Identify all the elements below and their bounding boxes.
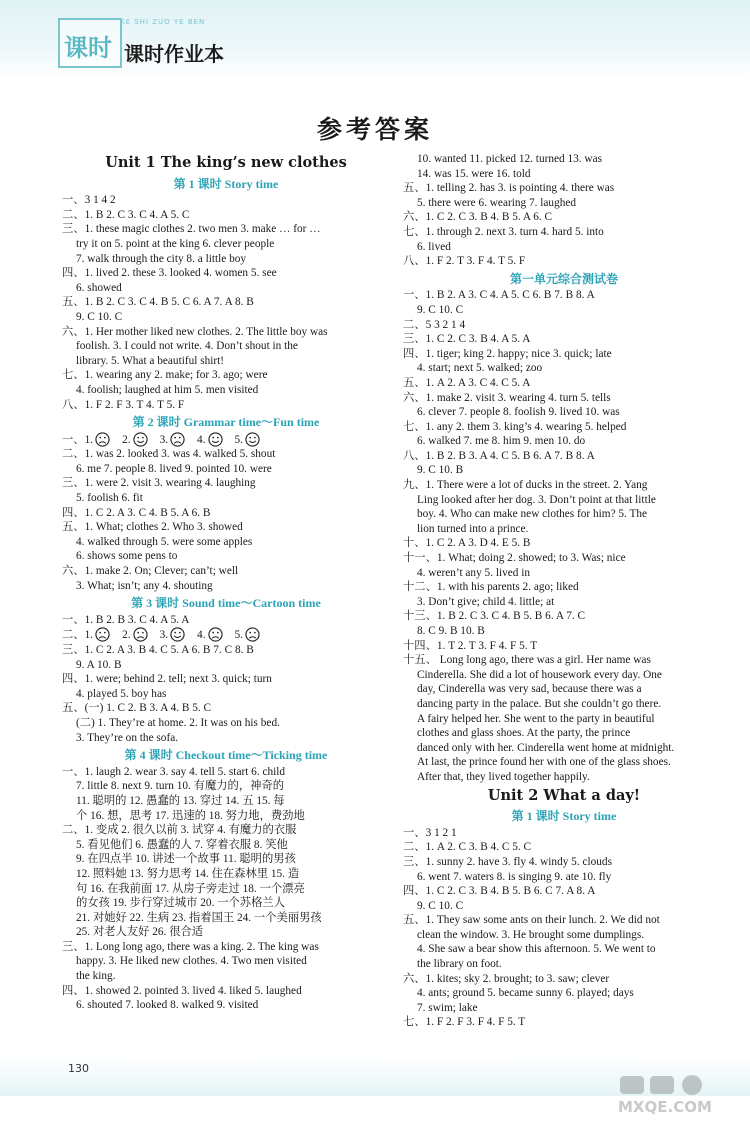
answer-line: After that, they lived together happily.	[417, 770, 590, 783]
right-column	[403, 152, 725, 1030]
answer-line: 5. foolish 6. fit	[76, 492, 143, 505]
lesson-title: 第 1 课时 Story time	[511, 809, 617, 824]
answer-line: 六、1. make 2. On; Clever; can’t; well	[62, 565, 239, 578]
answer-line: 二、1. A 2. C 3. B 4. C 5. C	[403, 841, 532, 854]
answer-line: 十四、1. T 2. T 3. F 4. F 5. T	[403, 639, 538, 652]
unit-title: Unit 1 The king’s new clothes	[105, 154, 347, 171]
answer-line: 五、1. telling 2. has 3. is pointing 4. there was	[403, 182, 615, 195]
answer-line: 十一、1. What; doing 2. showed; to 3. Was; nice	[403, 552, 626, 565]
answer-line: 6. showed	[76, 281, 122, 294]
answer-line: 6. me 7. people 8. lived 9. pointed 10. were	[76, 462, 272, 475]
answer-number: 3.	[159, 433, 169, 446]
answer-line: 五、1. A 2. A 3. C 4. C 5. A	[403, 376, 531, 389]
answer-line: 三、1. C 2. A 3. B 4. C 5. A 6. B 7. C 8. B	[62, 644, 254, 656]
answer-line: boy. 4. Who can make new clothes for him? 5. The	[417, 508, 648, 521]
answer-line: 八、1. F 2. T 3. F 4. T 5. F	[403, 255, 526, 268]
answer-line: clean the window. 3. He brought some dumplings.	[417, 928, 645, 941]
answer-line: 二、1. B 2. C 3. C 4. A 5. C	[62, 208, 190, 221]
sad-face-icon	[95, 432, 110, 447]
answer-line: 七、1. F 2. F 3. F 4. F 5. T	[403, 1016, 526, 1029]
answer-line: 三、1. these magic clothes 2. two men 3. make … for …	[62, 223, 321, 236]
answer-line: 一、1. B 2. A 3. C 4. A 5. C 6. B 7. B 8. A	[403, 289, 595, 302]
answer-line: 六、1. Her mother liked new clothes. 2. The little boy was	[62, 325, 328, 338]
left-column	[62, 152, 390, 1013]
answer-line: 六、1. make 2. visit 3. wearing 4. turn 5. tells	[403, 391, 611, 404]
answer-line: 11. 聪明的 12. 愚蠢的 13. 穿过 14. 五 15. 每	[76, 794, 285, 807]
watermark-logo	[600, 1072, 740, 1118]
answer-line: 6. lived	[417, 240, 451, 253]
watermark-mark	[650, 1076, 674, 1094]
answer-line: 4. walked through 5. were some apples	[76, 535, 253, 548]
answer-line: 3. What; isn’t; any 4. shouting	[76, 579, 213, 592]
smiley-face-icon	[170, 627, 185, 642]
answer-line: 三、1. sunny 2. have 3. fly 4. windy 5. clouds	[403, 855, 612, 868]
answer-line: (二) 1. They’re at home. 2. It was on his bed.	[76, 716, 280, 729]
answer-line: 5. there were 6. wearing 7. laughed	[417, 196, 577, 209]
answer-line: 4. She saw a bear show this afternoon. 5. We went to	[417, 943, 656, 956]
smiley-face-icon	[133, 432, 148, 447]
answer-line: 25. 对老人友好 26. 很合适	[76, 926, 204, 939]
answer-line: 三、1. Long long ago, there was a king. 2. The king was	[62, 940, 319, 953]
answer-line: 9. C 10. C	[417, 899, 464, 912]
answer-line: 4. played 5. boy has	[76, 687, 167, 700]
answer-line: 4. foolish; laughed at him 5. men visited	[76, 383, 259, 396]
lesson-title: 第 3 课时 Sound time～Cartoon time	[131, 596, 321, 611]
book-logo	[58, 18, 122, 68]
answer-number: 2.	[122, 629, 131, 642]
answer-line: Cinderella. She did a lot of housework every day. One	[417, 668, 662, 681]
answer-line: 三、1. were 2. visit 3. wearing 4. laughing	[62, 477, 256, 490]
answer-line: 五、(一) 1. C 2. B 3. A 4. B 5. C	[62, 702, 212, 715]
answer-line: the library on foot.	[417, 958, 502, 971]
answer-line: 七、1. through 2. next 3. turn 4. hard 5. into	[403, 225, 604, 238]
answer-line: 四、1. showed 2. pointed 3. lived 4. liked 5. laughed	[62, 984, 302, 997]
answer-line: 九、1. There were a lot of ducks in the street. 2. Yang	[403, 479, 648, 492]
answer-line: 五、1. What; clothes 2. Who 3. showed	[62, 521, 243, 534]
lesson-title: 第 1 课时 Story time	[173, 176, 279, 191]
answer-line: 6. shows some pens to	[76, 550, 178, 563]
answer-line: foolish. 3. I could not write. 4. Don’t shout in the	[76, 340, 298, 353]
answer-line: 十三、1. B 2. C 3. C 4. B 5. B 6. A 7. C	[403, 610, 586, 623]
answer-line: 八、1. B 2. B 3. A 4. C 5. B 6. A 7. B 8. A	[403, 449, 595, 462]
answer-line: 8. C 9. B 10. B	[417, 625, 485, 637]
answer-line: 七、1. wearing any 2. make; for 3. ago; were	[62, 369, 268, 382]
answer-line: 句 16. 在我前面 17. 从房子旁走过 18. 一个漂亮	[76, 882, 305, 895]
answer-line: 一、1. B 2. B 3. C 4. A 5. A	[62, 613, 190, 626]
sad-face-icon	[245, 627, 260, 642]
answer-line: the king.	[76, 970, 116, 983]
answer-line: 6. shouted 7. looked 8. walked 9. visited	[76, 999, 259, 1012]
answer-line: At last, the prince found her with one of the glass shoes.	[417, 756, 671, 769]
answer-line: 9. C 10. C	[76, 310, 123, 323]
answer-line: 十二、1. with his parents 2. ago; liked	[403, 581, 579, 594]
answer-line: 10. wanted 11. picked 12. turned 13. was	[417, 153, 602, 165]
answer-line: 个 16. 想，思考 17. 迅速的 18. 努力地，费劲地	[76, 809, 305, 822]
answer-line: danced only with her. Cinderella went home at midnight.	[417, 741, 675, 754]
answer-line: 十、1. C 2. A 3. D 4. E 5. B	[403, 537, 531, 550]
answer-line: clothes and glass shoes. At the party, the prince	[417, 727, 631, 740]
watermark-mark	[620, 1076, 644, 1094]
face-answer-row	[62, 432, 390, 448]
logo-subtitle: KE SHI ZUO YE BEN	[120, 18, 206, 26]
answer-line: 9. A 10. B	[76, 658, 122, 671]
answer-line: 六、1. kites; sky 2. brought; to 3. saw; clever	[403, 972, 610, 985]
sad-face-icon	[208, 627, 223, 642]
answer-number: 4.	[197, 433, 206, 446]
answer-line: 4. ants; ground 5. became sunny 6. played; days	[417, 987, 634, 1000]
answer-line: dancing party in the palace. But she couldn’t go there.	[417, 697, 662, 710]
answer-line: 6. clever 7. people 8. foolish 9. lived 10. was	[417, 406, 620, 419]
smiley-face-icon	[245, 432, 260, 447]
answer-line: 一、1. laugh 2. wear 3. say 4. tell 5. start 6. child	[62, 765, 286, 778]
answer-number: 一、1.	[62, 433, 94, 446]
smiley-face-icon	[208, 432, 223, 447]
face-answer-row	[62, 627, 390, 643]
sad-face-icon	[95, 627, 110, 642]
answer-line: 二、1. 变成 2. 很久以前 3. 试穿 4. 有魔力的衣服	[62, 824, 297, 837]
lesson-title: 第一单元综合测试卷	[509, 271, 618, 286]
answer-line: 7. walk through the city 8. a little boy	[76, 252, 247, 265]
logo-text: 课时	[64, 34, 112, 62]
series-title: 课时作业本	[124, 42, 224, 66]
answer-line: 6. went 7. waters 8. is singing 9. ate 10. fly	[417, 870, 612, 883]
answer-line: 5. 看见他们 6. 愚蠢的人 7. 穿着衣服 8. 笑他	[76, 838, 288, 851]
answer-line: library. 5. What a beautiful shirt!	[76, 354, 225, 367]
answer-line: 五、1. They saw some ants on their lunch. 2. We did not	[403, 914, 660, 927]
answer-line: 4. weren’t any 5. lived in	[417, 566, 531, 579]
answer-number: 二、1.	[62, 629, 94, 642]
lesson-title: 第 4 课时 Checkout time～Ticking time	[124, 748, 328, 763]
answer-line: 21. 对她好 22. 生病 23. 指着国王 24. 一个美丽男孩	[76, 911, 322, 924]
answer-line: try it on 5. point at the king 6. clever people	[76, 237, 275, 250]
answer-line: 八、1. F 2. F 3. T 4. T 5. F	[62, 398, 185, 411]
answer-line: 9. 在四点半 10. 讲述一个故事 11. 聪明的男孩	[76, 853, 296, 866]
answer-line: 14. was 15. were 16. told	[417, 167, 531, 180]
answer-line: 3. They’re on the sofa.	[76, 731, 179, 744]
answer-line: 二、1. was 2. looked 3. was 4. walked 5. shout	[62, 448, 276, 461]
answer-line: 四、1. were; behind 2. tell; next 3. quick; turn	[62, 673, 272, 686]
sad-face-icon	[170, 432, 185, 447]
answer-line: 3. Don’t give; child 4. little; at	[417, 595, 555, 608]
answer-number: 4.	[197, 629, 206, 642]
answer-line: happy. 3. He liked new clothes. 4. Two men visited	[76, 955, 307, 968]
answer-line: 7. swim; lake	[417, 1001, 478, 1014]
answer-line: lion turned into a prince.	[417, 522, 529, 535]
header-band	[0, 0, 750, 80]
answer-line: 四、1. C 2. A 3. C 4. B 5. A 6. B	[62, 506, 211, 519]
answer-line: 一、3 1 4 2	[62, 194, 116, 207]
answer-line: 12. 照料她 13. 努力思考 14. 住在森林里 15. 造	[76, 867, 300, 880]
page-number: 130	[68, 1062, 89, 1075]
answer-number: 3.	[159, 629, 169, 642]
answer-number: 2.	[122, 433, 131, 446]
answer-line: Ling looked after her dog. 3. Don’t point at that little	[417, 493, 656, 506]
answer-line: 一、3 1 2 1	[403, 826, 457, 839]
answer-line: 四、1. tiger; king 2. happy; nice 3. quick; late	[403, 347, 612, 360]
sad-face-icon	[133, 627, 148, 642]
answer-line: 二、5 3 2 1 4	[403, 318, 466, 331]
answer-line: day, Cinderella was very sad, because there was a	[417, 683, 642, 696]
page-title: 参考答案	[316, 115, 433, 144]
answer-line: 7. little 8. next 9. turn 10. 有魔力的，神奇的	[76, 780, 285, 793]
answer-number: 5.	[234, 433, 244, 446]
answer-line: 6. walked 7. me 8. him 9. men 10. do	[417, 435, 586, 448]
answer-line: 9. C 10. B	[417, 464, 464, 477]
watermark-mark	[682, 1075, 702, 1095]
lesson-title: 第 2 课时 Grammar time～Fun time	[132, 415, 320, 430]
answer-line: 四、1. lived 2. these 3. looked 4. women 5. see	[62, 267, 277, 280]
answer-line: 四、1. C 2. C 3. B 4. B 5. B 6. C 7. A 8. A	[403, 885, 596, 898]
answer-line: 七、1. any 2. them 3. king’s 4. wearing 5. helped	[403, 420, 627, 433]
answer-line: 五、1. B 2. C 3. C 4. B 5. C 6. A 7. A 8. B	[62, 296, 254, 309]
answer-line: 9. C 10. C	[417, 303, 464, 316]
answer-line: 三、1. C 2. C 3. B 4. A 5. A	[403, 333, 531, 346]
answer-number: 5.	[234, 629, 244, 642]
answer-line: 4. start; next 5. walked; zoo	[417, 362, 543, 375]
unit-title: Unit 2 What a day!	[487, 786, 641, 804]
answer-line: A fairy helped her. She went to the party in beautiful	[417, 712, 655, 725]
answer-line: 十五、 Long long ago, there was a girl. Her name was	[403, 654, 651, 667]
watermark-text: MXQE.COM	[618, 1098, 712, 1116]
answer-line: 的女孩 19. 步行穿过城市 20. 一个苏格兰人	[76, 897, 285, 910]
answer-line: 六、1. C 2. C 3. B 4. B 5. A 6. C	[403, 211, 553, 224]
